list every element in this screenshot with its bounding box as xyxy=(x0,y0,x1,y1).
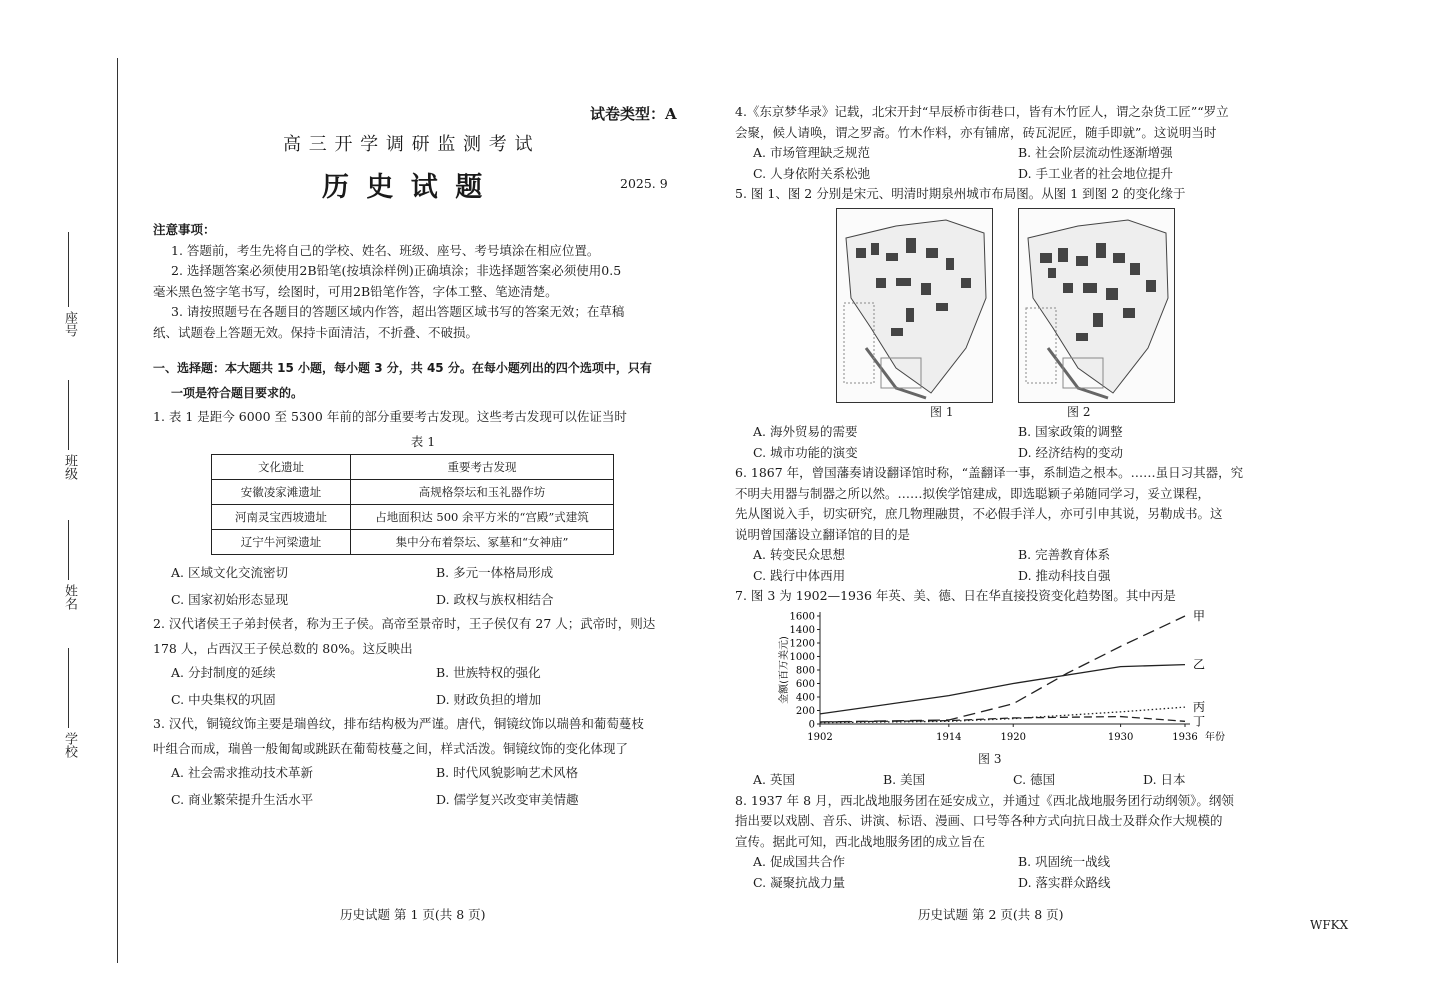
table-row xyxy=(212,530,614,555)
q6-options xyxy=(735,545,1295,586)
q3-options xyxy=(153,763,693,810)
section-heading: 一、选择题：本大题共 15 小题，每小题 3 分，共 45 分。在每小题列出的四个选项中，只有 xyxy=(153,361,652,375)
right-column-3 xyxy=(735,770,1295,893)
table-row xyxy=(212,480,614,505)
y-tick-label: 1400 xyxy=(789,625,815,636)
q1-table-title: 表 1 xyxy=(410,433,436,449)
q1-table xyxy=(211,454,614,555)
option: B. 多元一体格局形成 xyxy=(436,565,554,580)
subject-title: 历 史 试 题 xyxy=(322,172,487,203)
notice-item: 毫米黑色签字笔书写，绘图时，可用2B铅笔作答，字体工整、笔迹清楚。 xyxy=(153,283,558,299)
y-tick-label: 200 xyxy=(795,706,815,717)
q6-stem-cont: 不明夫用器与制器之所以然。……拟俟学馆建成，即选聪颖子弟随同学习，妥立课程， xyxy=(735,485,1211,501)
option: C. 国家初始形态显现 xyxy=(171,591,289,607)
x-tick-label: 1920 xyxy=(1000,732,1026,743)
quanzhou-map-1 xyxy=(836,208,993,403)
option: A. 海外贸易的需要 xyxy=(753,424,858,439)
y-tick-label: 1600 xyxy=(789,611,815,623)
option: C. 人身依附关系松弛 xyxy=(753,165,871,181)
option: B. 时代风貌影响艺术风格 xyxy=(436,765,579,780)
q8-stem: 8. 1937 年 8 月，西北战地服务团在延安成立，并通过《西北战地服务团行动纲领》。纲领 xyxy=(735,792,1234,808)
series-label: 丁 xyxy=(1193,714,1206,729)
notice-item: 2. 选择题答案必须使用2B铅笔(按填涂样例)正确填涂；非选择题答案必须使用0.5 xyxy=(171,263,622,278)
q1-options xyxy=(153,563,693,610)
right-column xyxy=(735,102,1275,205)
q2-stem: 2. 汉代诸侯王子弟封侯者，称为王子侯。高帝至景帝时，王子侯仅有 27 人；武帝时，则达 xyxy=(153,616,656,631)
series-label: 甲 xyxy=(1193,609,1206,623)
option: B. 国家政策的调整 xyxy=(1018,424,1123,439)
option: D. 手工业者的社会地位提升 xyxy=(1018,165,1174,181)
option: C. 德国 xyxy=(1013,772,1056,787)
option: A. 社会需求推动技术革新 xyxy=(171,765,313,780)
y-tick-label: 0 xyxy=(808,719,815,731)
option: A. 分封制度的延续 xyxy=(171,665,276,680)
option: C. 凝聚抗战力量 xyxy=(753,874,846,890)
paper-type: 试卷类型：A xyxy=(590,105,677,123)
option: A. 区域文化交流密切 xyxy=(171,565,288,580)
q4-stem: 4.《东京梦华录》记载，北宋开封“早辰桥市街巷口，皆有木竹匠人，谓之杂货工匠”“罗立 xyxy=(735,104,1229,119)
fig3-label: 图 3 xyxy=(978,752,1002,766)
option: D. 日本 xyxy=(1143,772,1186,787)
seat-number-field[interactable]: 座号 xyxy=(60,232,79,337)
q7-options xyxy=(735,770,1295,791)
table-header-row xyxy=(212,455,614,480)
option: D. 财政负担的增加 xyxy=(436,691,542,707)
q4-options xyxy=(735,143,1275,184)
y-tick-label: 600 xyxy=(795,679,815,690)
q1-stem: 1. 表 1 是距今 6000 至 5300 年前的部分重要考古发现。这些考古发现可以佐证当时 xyxy=(153,409,627,424)
option: D. 儒学复兴改变审美情趣 xyxy=(436,791,579,807)
notice-title: 注意事项： xyxy=(153,222,216,237)
q4-stem-cont: 会聚，候人请唤，谓之罗斋。竹木作料，亦有铺席，砖瓦泥匠，随手即就”。这说明当时 xyxy=(735,124,1217,140)
section-heading-cont: 一项是符合题目要求的。 xyxy=(171,385,304,400)
exam-title: 高 三 开 学 调 研 监 测 考 试 xyxy=(283,134,534,155)
q6-stem-cont: 先从图说入手，切实研究，庶几物理融贯，不必假手洋人，亦可引申其说，另勒成书。这 xyxy=(735,506,1223,521)
option: D. 落实群众路线 xyxy=(1018,874,1111,890)
notice-item: 3. 请按照题号在各题目的答题区域内作答，超出答题区域书写的答案无效；在草稿 xyxy=(171,304,625,319)
table-cell: 河南灵宝西坡遗址 xyxy=(212,505,351,530)
q8-stem-cont: 宣传。据此可知，西北战地服务团的成立旨在 xyxy=(735,833,986,849)
right-column-2 xyxy=(735,422,1295,607)
table-cell: 高规格祭坛和玉礼器作坊 xyxy=(351,480,614,505)
table-header-cell: 文化遗址 xyxy=(212,455,351,480)
y-tick-label: 800 xyxy=(795,665,815,677)
fig2-label: 图 2 xyxy=(1067,405,1091,419)
x-unit-label: 年份 xyxy=(1205,732,1225,743)
investment-chart xyxy=(765,608,1235,768)
table-cell: 辽宁牛河梁遗址 xyxy=(212,530,351,555)
left-column xyxy=(153,220,693,810)
option: C. 商业繁荣提升生活水平 xyxy=(171,791,314,807)
series-label: 丙 xyxy=(1193,700,1206,715)
option: D. 政权与族权相结合 xyxy=(436,591,554,607)
corner-code: WFKX xyxy=(1310,918,1349,932)
table-row xyxy=(212,505,614,530)
option: A. 转变民众思想 xyxy=(753,547,845,562)
option: A. 促成国共合作 xyxy=(753,854,845,869)
x-tick-label: 1902 xyxy=(807,732,833,743)
x-tick-label: 1914 xyxy=(936,732,962,743)
table-cell: 集中分布着祭坛、冢墓和“女神庙” xyxy=(351,530,614,555)
class-field[interactable]: 班级 xyxy=(60,380,79,480)
option: B. 完善教育体系 xyxy=(1018,547,1111,562)
quanzhou-map-2 xyxy=(1018,208,1175,403)
q6-stem: 6. 1867 年，曾国藩奏请设翻译馆时称，“盖翻译一事，系制造之根本。……虽日习其器，究 xyxy=(735,465,1244,480)
option: A. 市场管理缺乏规范 xyxy=(753,145,870,160)
q8-stem-cont: 指出要以戏剧、音乐、讲演、标语、漫画、口号等各种方式向抗日战士及群众作大规模的 xyxy=(735,813,1223,828)
q6-stem-cont: 说明曾国藩设立翻译馆的目的是 xyxy=(735,526,911,542)
option: B. 巩固统一战线 xyxy=(1018,854,1111,869)
notice-item: 纸、试题卷上答题无效。保持卡面清洁，不折叠、不破损。 xyxy=(153,324,479,340)
table-cell: 占地面积达 500 余平方米的“宫殿”式建筑 xyxy=(351,505,614,530)
option: A. 英国 xyxy=(753,772,795,787)
y-tick-label: 400 xyxy=(795,692,815,704)
school-field[interactable]: 学校 xyxy=(60,648,79,758)
y-tick-label: 1000 xyxy=(789,652,815,663)
footer-right: 历史试题 第 2 页(共 8 页) xyxy=(918,907,1064,922)
table-cell: 安徽凌家滩遗址 xyxy=(212,480,351,505)
series-line-丁 xyxy=(820,717,1185,722)
option: C. 中央集权的巩固 xyxy=(171,691,276,707)
q8-options xyxy=(735,852,1295,893)
option: D. 推动科技自强 xyxy=(1018,567,1111,583)
series-line-丙 xyxy=(820,707,1185,723)
q3-stem: 3. 汉代，铜镜纹饰主要是瑞兽纹，排布结构极为严谨。唐代，铜镜纹饰以瑞兽和葡萄蔓枝 xyxy=(153,716,644,731)
q2-options xyxy=(153,663,693,710)
q3-stem-cont: 叶组合而成，瑞兽一般匍匐或跳跃在葡萄枝蔓之间，样式活泼。铜镜纹饰的变化体现了 xyxy=(153,740,629,756)
y-tick-label: 1200 xyxy=(789,638,815,650)
notice-item: 1. 答题前，考生先将自己的学校、姓名、班级、座号、考号填涂在相应位置。 xyxy=(171,242,600,258)
table-header-cell: 重要考古发现 xyxy=(351,455,614,480)
q5-options xyxy=(735,422,1295,463)
exam-date: 2025. 9 xyxy=(620,176,668,191)
series-label: 乙 xyxy=(1193,657,1206,672)
x-tick-label: 1936 xyxy=(1172,732,1198,743)
y-axis-label: 金额(百万美元) xyxy=(779,636,790,704)
fig1-label: 图 1 xyxy=(930,405,954,419)
q7-stem: 7. 图 3 为 1902—1936 年英、美、德、日在华直接投资变化趋势图。其中丙是 xyxy=(735,588,1176,603)
option: B. 美国 xyxy=(883,772,926,787)
option: B. 世族特权的强化 xyxy=(436,665,541,680)
binding-line xyxy=(117,58,118,963)
option: C. 践行中体西用 xyxy=(753,567,846,583)
option: D. 经济结构的变动 xyxy=(1018,444,1124,460)
option: B. 社会阶层流动性逐渐增强 xyxy=(1018,145,1173,160)
name-field[interactable]: 姓名 xyxy=(60,520,79,610)
q5-stem: 5. 图 1、图 2 分别是宋元、明清时期泉州城市布局图。从图 1 到图 2 的变化缘于 xyxy=(735,186,1186,201)
option: C. 城市功能的演变 xyxy=(753,444,858,460)
x-tick-label: 1930 xyxy=(1107,732,1134,743)
q2-stem-cont: 178 人，占西汉王子侯总数的 80%。这反映出 xyxy=(153,640,413,656)
footer-left: 历史试题 第 1 页(共 8 页) xyxy=(340,907,486,922)
